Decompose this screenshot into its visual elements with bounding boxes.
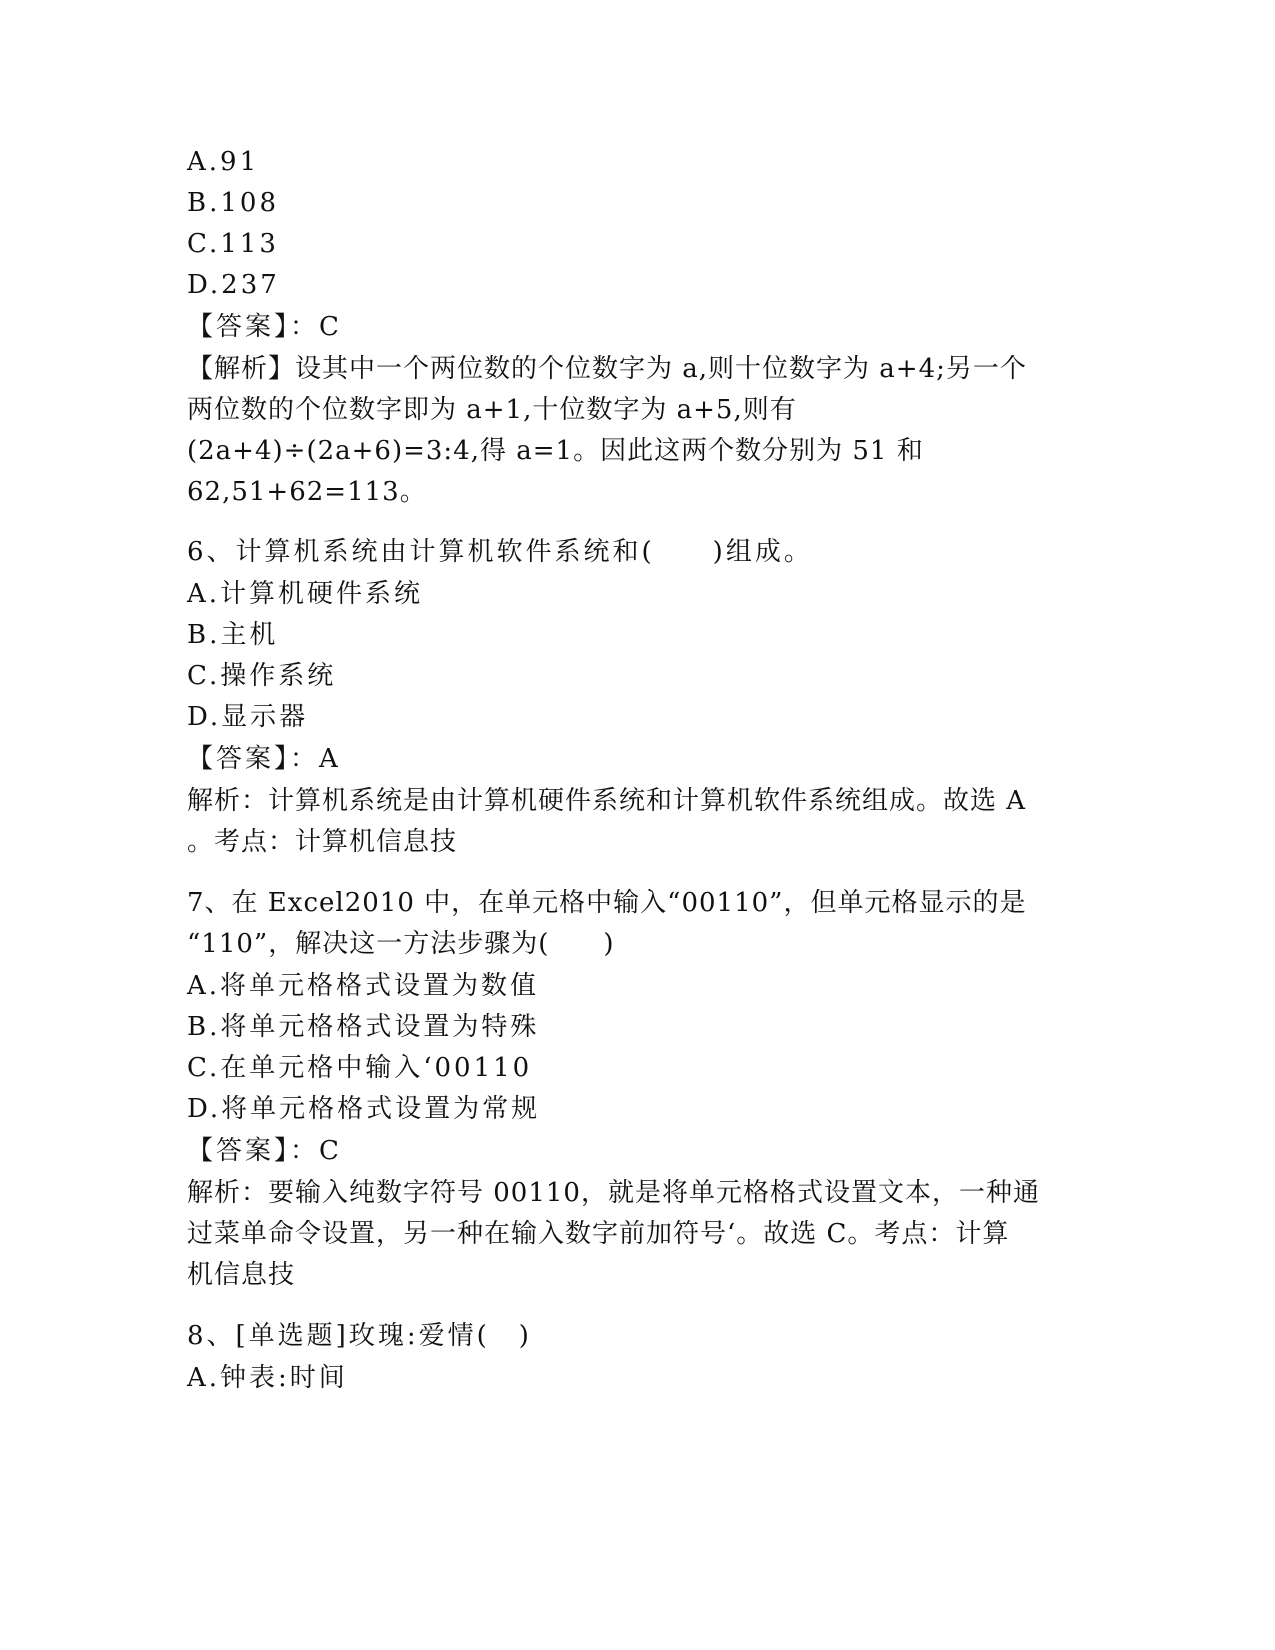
q6-analysis-line: 解析：计算机系统是由计算机硬件系统和计算机软件系统组成。故选 A — [187, 786, 1027, 816]
q5-option-d: D.237 — [187, 270, 280, 300]
q5-analysis-line: 【解析】设其中一个两位数的个位数字为 a,则十位数字为 a+4;另一个 — [187, 354, 1027, 384]
q6-analysis-line: 。考点：计算机信息技 — [187, 827, 458, 857]
q5-analysis-line: (2a+4)÷(2a+6)=3:4,得 a=1。因此这两个数分别为 51 和 — [187, 436, 924, 466]
q7-answer: 【答案】：C — [187, 1136, 342, 1166]
q7-analysis-line: 过菜单命令设置，另一种在输入数字前加符号‘。故选 C。考点：计算 — [187, 1219, 1010, 1249]
q7-option-d: D.将单元格格式设置为常规 — [187, 1094, 541, 1124]
q5-answer: 【答案】：C — [187, 312, 342, 342]
q7-question-line: 7、在 Excel2010 中，在单元格中输入“00110”，但单元格显示的是 — [187, 888, 1027, 918]
q7-analysis-line: 机信息技 — [187, 1260, 296, 1290]
q5-option-c: C.113 — [187, 229, 279, 259]
q6-option-d: D.显示器 — [187, 702, 309, 732]
q6-option-c: C.操作系统 — [187, 661, 337, 691]
q6-option-b: B.主机 — [187, 620, 279, 650]
q5-analysis-line: 62,51+62=113。 — [187, 477, 427, 507]
q7-analysis-line: 解析：要输入纯数字符号 00110，就是将单元格格式设置文本，一种通 — [187, 1178, 1040, 1208]
q8-question: 8、[单选题]玫瑰:爱情( ) — [187, 1321, 532, 1351]
q5-option-b: B.108 — [187, 188, 279, 218]
q7-option-b: B.将单元格格式设置为特殊 — [187, 1012, 540, 1042]
q7-option-c: C.在单元格中输入‘00110 — [187, 1053, 533, 1083]
q5-option-a: A.91 — [187, 147, 260, 177]
q8-option-a: A.钟表:时间 — [187, 1363, 348, 1393]
q6-answer: 【答案】：A — [187, 744, 341, 774]
q7-option-a: A.将单元格格式设置为数值 — [187, 971, 540, 1001]
q6-question: 6、计算机系统由计算机软件系统和( )组成。 — [187, 537, 813, 567]
q7-question-line: “110”，解决这一方法步骤为( ) — [187, 929, 615, 959]
q6-option-a: A.计算机硬件系统 — [187, 579, 424, 609]
q5-analysis-line: 两位数的个位数字即为 a+1,十位数字为 a+5,则有 — [187, 395, 797, 425]
